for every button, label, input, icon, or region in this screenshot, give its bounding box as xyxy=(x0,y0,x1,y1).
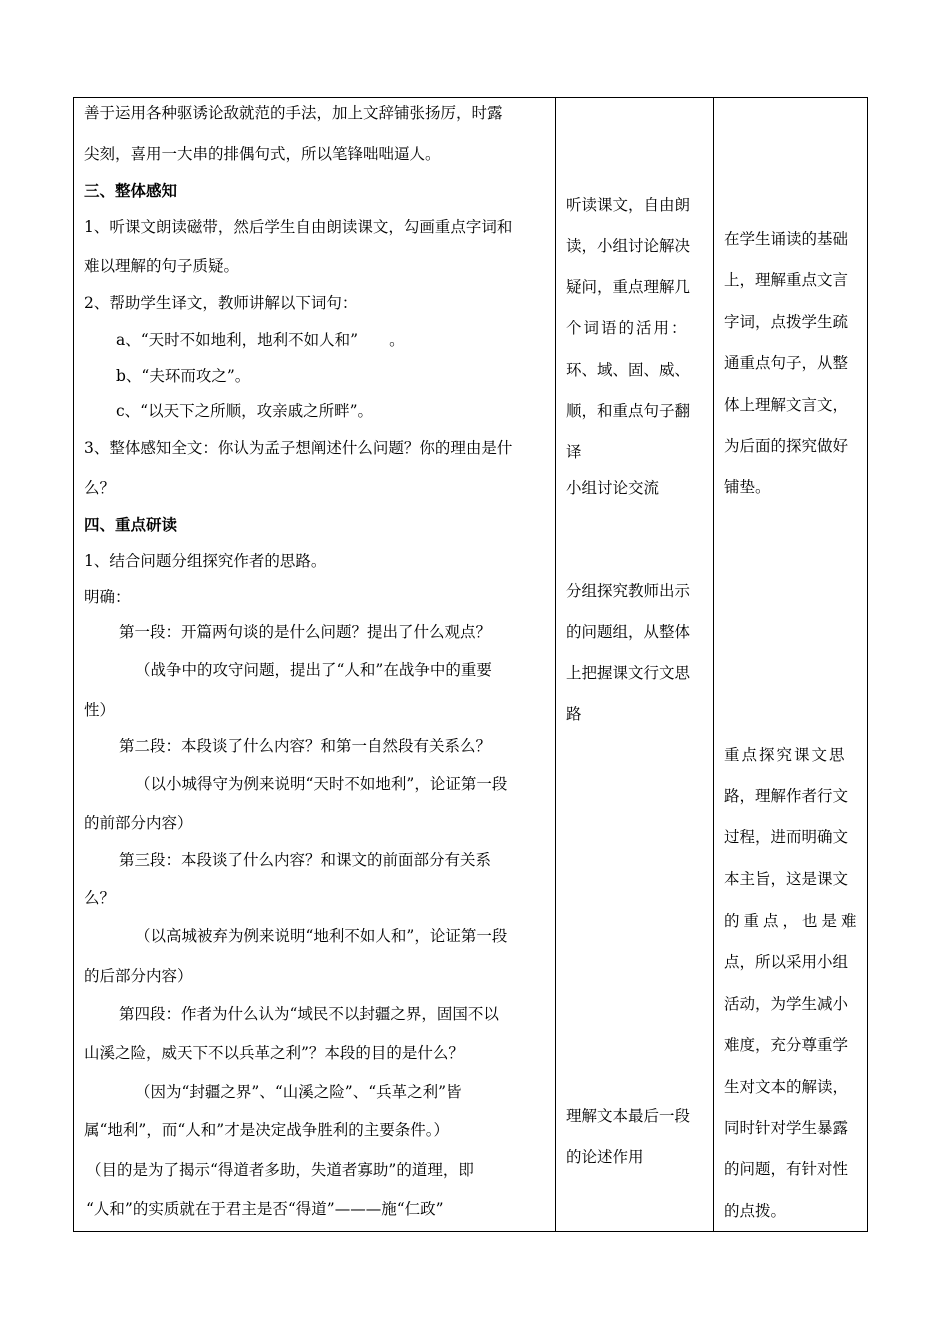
intent-text: 通重点句子，从整 xyxy=(724,354,849,372)
paragraph-answer: （战争中的攻守问题，提出了“人和”在战争中的重要 xyxy=(135,661,492,679)
activity-text: 疑问，重点理解几 xyxy=(566,278,691,296)
activity-text: 小组讨论交流 xyxy=(566,479,660,497)
paragraph-answer: “人和”的实质就在于君主是否“得道”———施“仁政” xyxy=(86,1200,444,1218)
list-item: 难以理解的句子质疑。 xyxy=(84,257,240,275)
activity-text: 环、域、固、威、 xyxy=(566,361,691,379)
intent-text: 上，理解重点文言 xyxy=(724,271,849,289)
sub-item: c、“以天下之所顺，攻亲戚之所畔”。 xyxy=(116,402,374,420)
intent-text: 在学生诵读的基础 xyxy=(724,230,849,248)
activity-text: 理解文本最后一段 xyxy=(566,1107,691,1125)
list-item: 么？ xyxy=(84,479,116,497)
activity-text: 分组探究教师出示 xyxy=(566,582,691,600)
paragraph-answer: 性） xyxy=(84,701,116,719)
paragraph-answer: （目的是为了揭示“得道者多助，失道者寡助”的道理，即 xyxy=(86,1161,474,1179)
paragraph-answer: 的后部分内容） xyxy=(84,967,193,985)
activity-text: 的问题组，从整体 xyxy=(566,623,691,641)
intent-text: 重点探究课文思 xyxy=(724,746,847,764)
intent-text: 本主旨，这是课文 xyxy=(724,870,849,888)
paragraph-question: 第二段：本段谈了什么内容？和第一自然段有关系么？ xyxy=(119,737,492,755)
intent-text: 铺垫。 xyxy=(724,478,771,496)
list-item: 1、结合问题分组探究作者的思路。 xyxy=(84,552,327,570)
activity-text: 个词语的活用： xyxy=(566,319,689,337)
lesson-table xyxy=(73,97,868,1232)
paragraph-question: 山溪之险，威天下不以兵革之利”？本段的目的是什么？ xyxy=(84,1044,464,1062)
intent-text: 体上理解文言文， xyxy=(724,396,849,414)
paragraph-answer: （以小城得守为例来说明“天时不如地利”，论证第一段 xyxy=(135,775,508,793)
intent-text: 路，理解作者行文 xyxy=(724,787,849,805)
column-divider-1 xyxy=(555,98,556,1231)
activity-text: 上把握课文行文思 xyxy=(566,664,691,682)
intent-text: 的重点，也是难 xyxy=(724,912,861,930)
intent-text: 活动，为学生减小 xyxy=(724,995,849,1013)
intro-text: 善于运用各种驱诱论敌就范的手法，加上文辞铺张扬厉，时露 xyxy=(84,104,503,122)
activity-text: 路 xyxy=(566,705,582,723)
paragraph-question: 第一段：开篇两句谈的是什么问题？提出了什么观点？ xyxy=(119,623,492,641)
paragraph-answer: （因为“封疆之界”、“山溪之险”、“兵革之利”皆 xyxy=(135,1083,462,1101)
intent-text: 同时针对学生暴露 xyxy=(724,1119,849,1137)
paragraph-question: 第四段：作者为什么认为“域民不以封疆之界，固国不以 xyxy=(119,1005,499,1023)
paragraph-question: 么？ xyxy=(84,889,116,907)
intent-text: 字词，点拨学生疏 xyxy=(724,313,849,331)
paragraph-question: 第三段：本段谈了什么内容？和课文的前面部分有关系 xyxy=(119,851,492,869)
intent-text: 生对文本的解读， xyxy=(724,1078,849,1096)
paragraph-answer: 的前部分内容） xyxy=(84,814,193,832)
intro-text: 尖刻，喜用一大串的排偶句式，所以笔锋咄咄逼人。 xyxy=(84,145,441,163)
section-heading: 三、整体感知 xyxy=(84,181,178,200)
intent-text: 的点拨。 xyxy=(724,1202,787,1220)
activity-text: 顺，和重点句子翻 xyxy=(566,402,691,420)
intent-text: 的问题，有针对性 xyxy=(724,1160,849,1178)
intent-text: 过程，进而明确文 xyxy=(724,828,849,846)
activity-text: 的论述作用 xyxy=(566,1148,644,1166)
list-item: 3、整体感知全文：你认为孟子想阐述什么问题？你的理由是什 xyxy=(84,439,513,457)
activity-text: 听读课文，自由朗 xyxy=(566,196,691,214)
intent-text: 为后面的探究做好 xyxy=(724,437,849,455)
list-item: 明确： xyxy=(84,588,131,606)
sub-item: b、“夫环而攻之”。 xyxy=(116,367,251,385)
activity-text: 读，小组讨论解决 xyxy=(566,237,691,255)
intent-text: 点，所以采用小组 xyxy=(724,953,849,971)
paragraph-answer: 属“地利”，而“人和”才是决定战争胜利的主要条件。） xyxy=(84,1121,449,1139)
paragraph-answer: （以高城被弃为例来说明“地利不如人和”，论证第一段 xyxy=(135,927,508,945)
intent-text: 难度，充分尊重学 xyxy=(724,1036,849,1054)
column-divider-2 xyxy=(713,98,714,1231)
list-item: 2、帮助学生译文，教师讲解以下词句： xyxy=(84,294,358,312)
list-item: 1、听课文朗读磁带，然后学生自由朗读课文，勾画重点字词和 xyxy=(84,218,513,236)
activity-text: 译 xyxy=(566,443,582,461)
sub-item: a、“天时不如地利，地利不如人和” 。 xyxy=(116,331,405,349)
section-heading: 四、重点研读 xyxy=(84,515,178,534)
